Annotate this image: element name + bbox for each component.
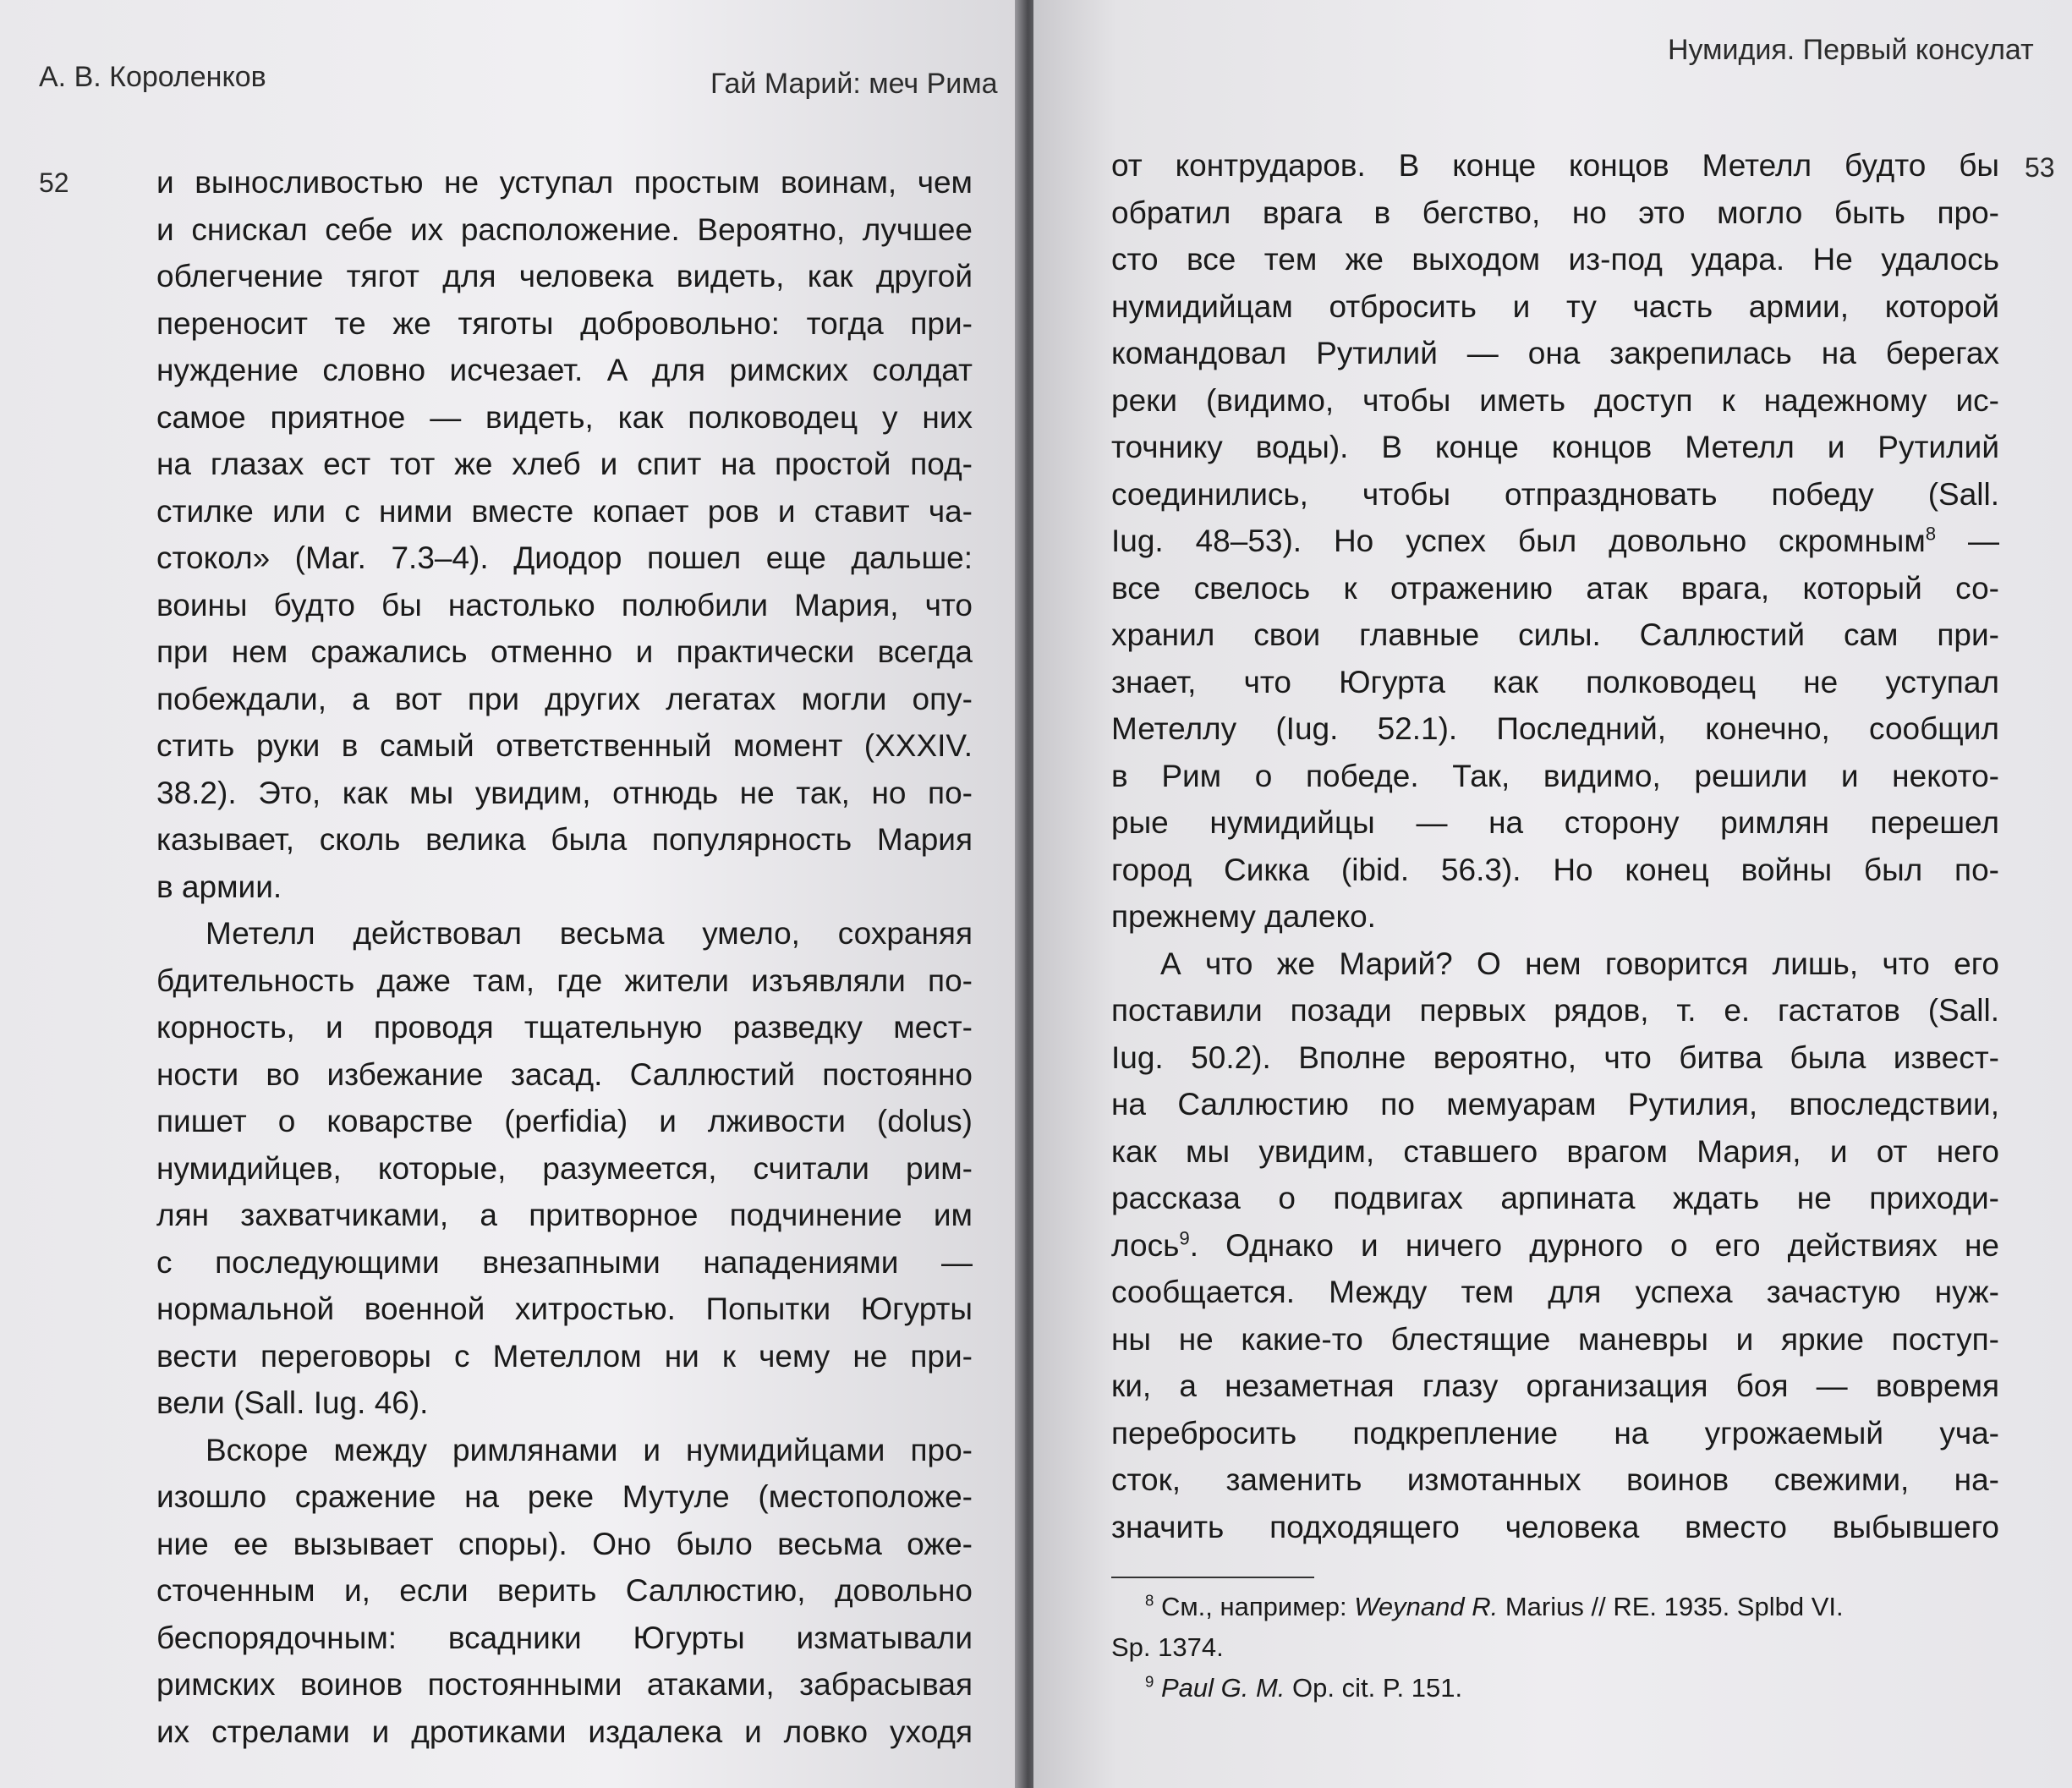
text-line: при нем сражались отменно и практически всегда (156, 634, 973, 669)
footnote-8 (1111, 1587, 1999, 1627)
text-line: беспорядочным: всадники Югурты изматывали (156, 1620, 973, 1655)
text-line: бдительность даже там, где жители изъявляли по- (156, 963, 973, 998)
text-line: Iug. 50.2). Вполне вероятно, что битва была извест- (1111, 1039, 1999, 1075)
text-line: с последующими внезапными нападениями — (156, 1244, 973, 1280)
text-line: город Сикка (ibid. 56.3). Но конец войны был по- (1111, 852, 1999, 887)
running-head-author: А. В. Короленков (39, 61, 266, 93)
paragraph-start-line: А что же Марий? О нем говорится лишь, что его (1160, 946, 1999, 981)
text-line: самое приятное — видеть, как полководец у них (156, 399, 973, 435)
text-line: воины будто бы настолько полюбили Мария, что (156, 587, 973, 623)
text-line: ки, а незаметная глазу организация боя — вовремя (1111, 1368, 1999, 1403)
footnote-author: Weynand R. (1354, 1592, 1499, 1621)
text-line: хранил свои главные силы. Саллюстий сам при- (1111, 617, 1999, 652)
footnote-text: См., например: (1154, 1592, 1355, 1621)
text-line-with-footnote-8 (1111, 518, 1999, 565)
footnotes (1111, 1587, 1999, 1708)
left-page (0, 0, 1022, 1788)
text-line: все свелось к отражению атак врага, который со- (1111, 570, 1999, 606)
footnote-author: Paul G. M. (1160, 1673, 1285, 1703)
footnote-separator (1111, 1577, 1314, 1578)
right-page (1033, 0, 2072, 1788)
text-line: на глазах ест тот же хлеб и спит на простой под- (156, 447, 973, 481)
paragraph-start-line: Вскоре между римлянами и нумидийцами про- (206, 1432, 973, 1467)
text-line: нуждение словно исчезает. А для римских солдат (156, 353, 973, 387)
text-line: в армии. (156, 869, 282, 904)
footnote-number-9: 9 (1145, 1672, 1154, 1691)
text-line: переносит те же тяготы добровольно: тогда при- (156, 305, 973, 341)
text-line: как мы увидим, ставшего врагом Мария, и от него (1111, 1133, 1999, 1169)
text-line: рые нумидийцы — на сторону римлян перешел (1111, 805, 1999, 840)
text-line: вели (Sall. Iug. 46). (156, 1385, 429, 1420)
text-line: 38.2). Это, как мы увидим, отнюдь не так, но по- (156, 775, 973, 810)
text-line: соединились, чтобы отпраздновать победу (Sall. (1111, 476, 1999, 512)
text-fragment: лось (1111, 1227, 1180, 1263)
text-line: изошло сражение на реке Мутуле (местоположе- (156, 1479, 973, 1514)
text-line: прежнему далеко. (1111, 899, 1376, 934)
text-line: перебросить подкрепление на угрожаемый уча- (1111, 1415, 1999, 1451)
page-number-left: 52 (39, 167, 69, 198)
text-line: стить руки в самый ответственный момент (XXXIV. (156, 728, 973, 763)
text-line: обратил врага в бегство, но это могло быть про- (1111, 195, 1999, 230)
text-line: в Рим о победе. Так, видимо, решили и некото- (1111, 758, 1999, 793)
text-line: римских воинов постоянными атаками, забрасывая (156, 1667, 973, 1702)
text-line: их стрелами и дротиками издалека и ловко уходя (156, 1714, 973, 1749)
text-fragment: Iug. 48–53). Но успех был довольно скромным (1111, 524, 1926, 558)
right-body-text (1111, 142, 1999, 1550)
text-line: и снискал себе их расположение. Вероятно, лучшее (156, 211, 973, 247)
left-body-text (156, 159, 973, 1755)
text-line: сточенным и, если верить Саллюстию, довольно (156, 1573, 973, 1608)
text-line: знает, что Югурта как полководец не уступал (1111, 664, 1999, 699)
text-line: лян захватчиками, а притворное подчинение им (156, 1198, 973, 1232)
text-line: стокол» (Mar. 7.3–4). Диодор пошел еще дальше: (156, 540, 973, 575)
text-line: вести переговоры с Метеллом ни к чему не при- (156, 1338, 973, 1374)
text-line: нормальной военной хитростью. Попытки Югурты (156, 1292, 973, 1326)
footnote-number-8: 8 (1145, 1591, 1154, 1610)
text-line: реки (видимо, чтобы иметь доступ к надежному ис- (1111, 382, 1999, 418)
text-line: сток, заменить измотанных воинов свежими, на- (1111, 1462, 1999, 1497)
text-line-with-footnote-9 (1111, 1222, 1999, 1270)
text-line: рассказа о подвигах арпината ждать не приходи- (1111, 1181, 1999, 1215)
text-line: Метеллу (Iug. 52.1). Последний, конечно, сообщил (1111, 711, 1999, 746)
footnote-ref-8[interactable]: 8 (1925, 523, 1937, 545)
text-line: поставили позади первых рядов, т. е. гастатов (Sall. (1111, 993, 1999, 1028)
running-head-title: Гай Марий: меч Рима (710, 68, 998, 100)
text-line: пишет о коварстве (perfidia) и лживости (dolus) (156, 1104, 973, 1138)
text-line: стилке или с ними вместе копает ров и ставит ча- (156, 493, 973, 529)
text-fragment: — (1936, 524, 2000, 558)
text-line: ние ее вызывает споры). Оно было весьма оже- (156, 1526, 973, 1561)
text-fragment: . Однако и ничего дурного о его действиях не (1189, 1227, 1999, 1263)
running-head-title: Нумидия. Первый консулат (1668, 34, 2034, 66)
footnote-9 (1111, 1668, 1999, 1708)
text-line: побеждали, а вот при других легатах могли опу- (156, 681, 973, 716)
text-line: и выносливостью не уступал простым воинам, чем (156, 165, 973, 200)
text-line: значить подходящего человека вместо выбывшего (1111, 1509, 1999, 1544)
text-line: командовал Рутилий — она закрепилась на берегах (1111, 336, 1999, 370)
text-line: сто все тем же выходом из-под удара. Не удалось (1111, 242, 1999, 277)
footnote-text: Op. cit. P. 151. (1285, 1673, 1463, 1703)
text-line: казывает, сколь велика была популярность Мария (156, 822, 973, 857)
text-line: сообщается. Между тем для успеха зачастую нуж- (1111, 1275, 1999, 1309)
page-number-right: 53 (2025, 152, 2055, 183)
text-line: ны не какие-то блестящие маневры и яркие поступ- (1111, 1321, 1999, 1357)
footnote-8-continuation: Sp. 1374. (1111, 1632, 1224, 1662)
paragraph-start-line: Метелл действовал весьма умело, сохраняя (206, 916, 973, 951)
text-line: облегчение тягот для человека видеть, как другой (156, 259, 973, 293)
text-line: корность, и проводя тщательную разведку мест- (156, 1010, 973, 1045)
text-line: нумидийцев, которые, разумеется, считали рим- (156, 1150, 973, 1186)
footnote-text: Marius // RE. 1935. Splbd VI. (1498, 1592, 1844, 1621)
text-line: на Саллюстию по мемуарам Рутилия, впоследствии, (1111, 1087, 1999, 1122)
footnote-ref-9[interactable]: 9 (1179, 1227, 1190, 1249)
text-line: нумидийцам отбросить и ту часть армии, которой (1111, 288, 1999, 324)
text-line: ности во избежание засад. Саллюстий постоянно (156, 1056, 973, 1092)
text-line: от контрударов. В конце концов Метелл будто бы (1111, 148, 1999, 183)
text-line: точнику воды). В конце концов Метелл и Рутилий (1111, 430, 1999, 464)
